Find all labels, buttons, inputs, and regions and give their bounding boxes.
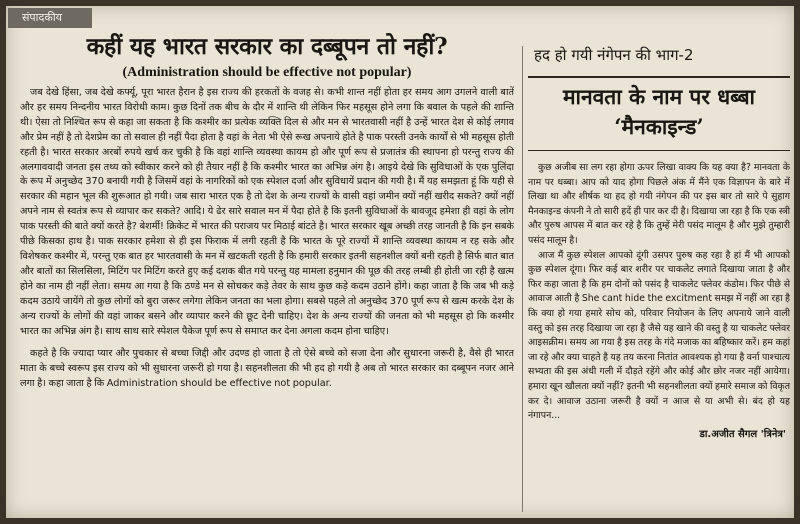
author-byline: डा.अजीत सैगल 'त्रिनेत्र' [699, 428, 786, 440]
left-article [20, 28, 514, 512]
right-headline: मानवता के नाम पर धब्बा ‘मैनकाइन्ड’ [562, 84, 755, 139]
kicker-rule [528, 76, 790, 78]
title-rule [528, 150, 790, 151]
section-tab: संपादकीय [8, 8, 92, 28]
right-article [528, 44, 790, 512]
newspaper-clipping [6, 6, 794, 518]
right-paragraph-2: आज मैं कुछ स्पेशल आपको दूंगी उसपर पुरुष कह रहा है हां मैं भी आपको कुछ स्पेशल दूंगा। फिर कई बार शरीर पर चाकलेट लगाते दिखाया जाता है और फिर कहा जाता है कि हम दोनों को पसंद है चाकलेट फ्लेवर कंडोम। फिर पीछे से आवाज आती है She cant hide the excitment समझ में नहीं आ रहा है कि क्या हो गया हमारे सोच को, परिवार नियोजन के लिए अपनाये जाने वाली वस्तु को इस तरह दिखाया जा रहा है जैसे यह खाने की वस्तु है या चाकलेट फ्लेवर आइसक्रीम। समय आ गया है इस तरह के गंदे मजाक का बहिष्कार करें। हम कहां जा रहे और क्या चाहते है यह तय करना नितांत आवश्यक हो गया है वर्ना पाश्चात्य सभ्यता की इस अंधी गली में दौड़ते रहेंगे और कोई और छोर नजर नहीं आयेगा। हमारा खून खौलता क्यों नहीं? इतनी भी सहनशीलता क्यों हमारे समाज को विकृत कर दे। आवाज उठाना जरूरी है क्यों न आज से या अभी से। बंद हो यह नंगापन... [528, 249, 790, 422]
left-paragraph-2: कहते है कि ज्यादा प्यार और पुचकार से बच्चा जिद्दी और उदण्ड हो जाता है तो ऐसे बच्चे को सजा देना और सुधारना जरूरी है, वैसे ही भारत माता के बच्चे स्वरूप इस राज्य को भी सुधारना जरूरी हो गया है। सहनशीलता की भी हद हो गयी है अब तो भारत सरकार का दब्बूपन नजर आने लगा है। कहा जाता है कि Administration should be effective not popular. [20, 348, 514, 390]
right-paragraph-1: कुछ अजीब सा लग रहा होगा ऊपर लिखा वाक्य कि यह क्या है? मानवता के नाम पर धब्बा। आप को याद होगा पिछले अंक में मैंने एक विज्ञापन के बारे में लिखा था और शीर्षक था हद हो गयी नंगेपन की पर इस बार तो सारे पे सुहाग मैनकाइन्ड कंपनी ने तो सारी हदें ही पार कर दी है। दिखाया जा रहा है कि एक स्त्री और पुरुष आपस में बात कर रहे है कि तुम्हें मेरी पसंद मालूम है और मुझे तुम्हारी पसंद मालूम है। [528, 162, 790, 246]
left-subheadline: (Administration should be effective not popular) [122, 65, 412, 80]
right-kicker: हद हो गयी नंगेपन की भाग-2 [534, 46, 694, 64]
left-headline: कहीं यह भारत सरकार का दब्बूपन तो नहीं? [86, 33, 448, 60]
column-divider [522, 46, 523, 512]
left-paragraph-1: जब देखे हिंसा, जब देखे कर्फ्यू, पूरा भारत हैरान है इस राज्य की हरकतों के वजह से। कभी शान्त नहीं होता हर समय आग उगलने वाली बातें और हर समय निन्दनीय भारत विरोधी काम। कुछ दिनों तक बीच के दौर में शान्ति थी लेकिन फिर महसूस होने लगा कि बवाल के पहले की शान्ति थी। ऐसा तो निश्चित रूप से कहा जा सकता है कि कश्मीर का प्रत्येक व्यक्ति दिल से और मन से भारतवासी नहीं है उन्हें भारत देश से कोई लगाव और प्रेम नहीं है तो देशप्रेम का तो सवाल ही नहीं पैदा होता है वहां के नेता भी ऐसे रूख अपनाये होते है पाक परस्ती उनके कार्यों से भी महसूस होती रहती है। भारत सरकार अरबों रुपये खर्च कर चुकी है कि वहां शान्ति व्यवस्था कायम हो और पूर्ण रूप से प्रजातंत्र की स्थापना हो परन्तु राज्य की अलगाववादी जनता इस तथ्य को स्वीकार करने को ही तैयार नहीं है कि कश्मीर भारत का अभिन्न अंग है। आइये देखे कि सुविधाओं के एक पुलिंदा के रूप में अनुच्छेद 370 बनायी गयी है जिसमें वहां के नागरिकों को एक स्पेशल दर्जा और सुविधायें प्रदान की गयी है। मैं यह समझता हूं कि यही से सरकार की महान भूल की शुरूआत हो गयी। जब सारा भारत एक है तो देश के अन्य राज्यों के वासी वहां जमीन क्यों नहीं खरीद सकते? क्यों नहीं अपने नाम से स्वतंत्र रूप से व्यापार कर सकते? आदि। ये ढेर सारे सवाल मन में पैदा होते है कि इतनी सुविधाओं के बावजूद हमेशा ही वहां के लोग पाक परस्ती की बाते क्यों करते है? बेशर्मी! क्रिकेट में भारत की पराजय पर मिठाई बांटते है। भारत सरकार खूब अच्छी तरह जानती है कि इन सबके पीछे किसका हाथ है। पाक सरकार हमेशा से ही इस फिराक में लगी रहती है कि भारत के पूरे राज्यों में शान्ति व्यवस्था कायम न रह सके और विशेषकर कश्मीर में, परन्तु एक बात हर भारतवासी के मन में खटकती रहती है कि हमारी सरकार इतनी सहनशील क्यों बनी रहती है सिर्फ बात बात और बातों का सिलसिला, मिटिंग पर मिटिंग करते हुए कई दशक बीत गये परन्तु यह मामला हनुमान की पूछ की तरह लम्बी ही होती जा रही है खत्म होने का नाम ही नहीं लेता। समय आ गया है कि ठण्डे मन से सोचकर कड़े तेवर के साथ कुछ कड़े कदम उठाने होंगे। कहा जाता है कि जब भी कड़े कदम उठाये जायेंगे तो कुछ लोगों को बुरा जरूर लगेगा लेकिन जनता का भला होगा। सबसे पहले तो अनुच्छेद 370 पूर्ण रूप से खत्म करके देश के अन्य राज्यों के लोगों की वहां जाकर बसने और व्यापार करने की छूट देनी चाहिए। देश के अन्य राज्यों की जनता को भी महसूस हो कि कश्मीर भारत का अभिन्न अंग है। साथ साथ सारे स्पेशल पैकेज पूर्ण रूप से समाप्त कर देना अगला कदम होना चाहिए। [20, 87, 514, 337]
